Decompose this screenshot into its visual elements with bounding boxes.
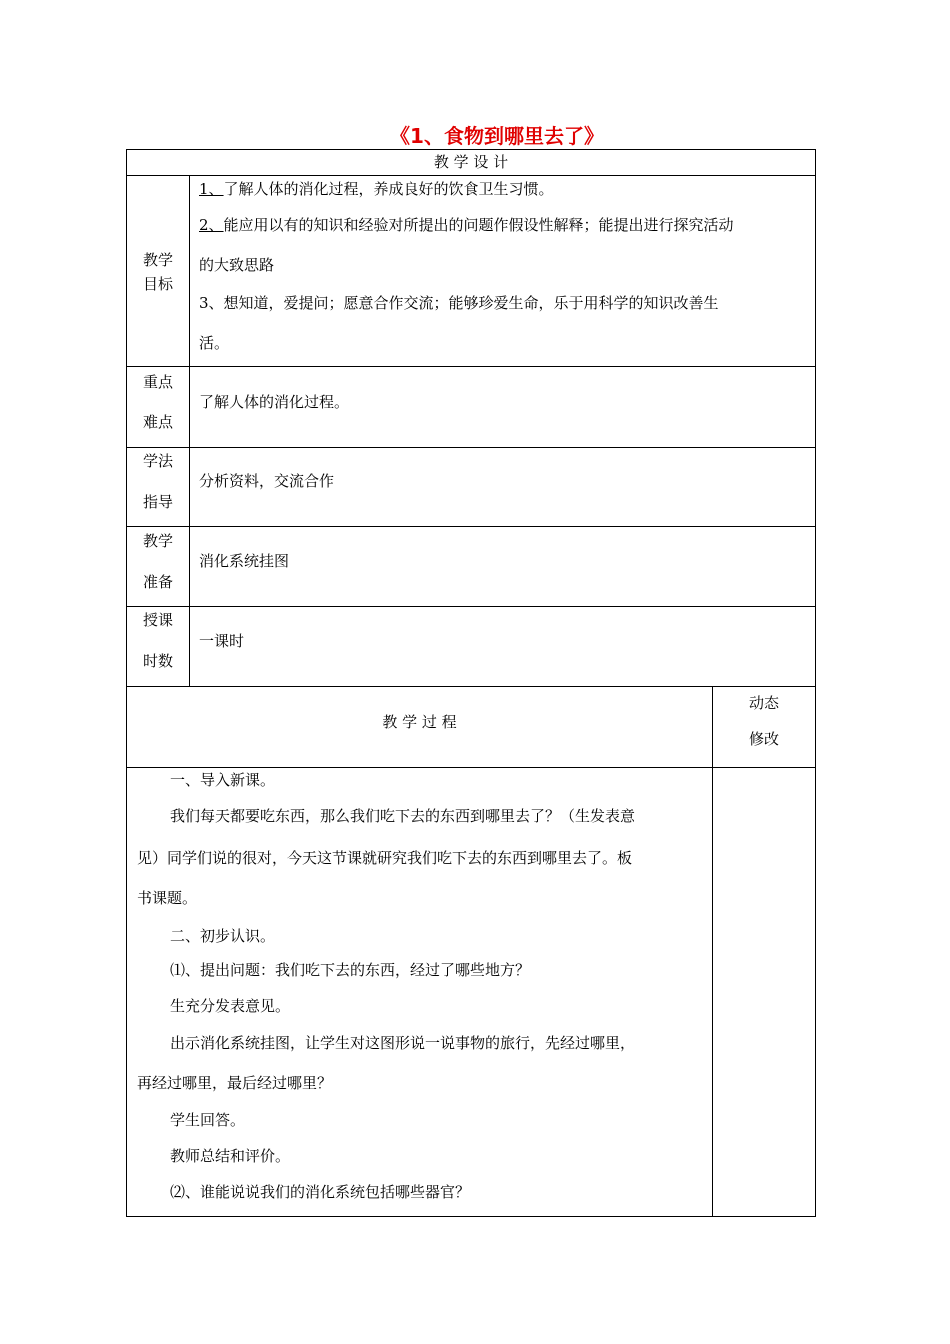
key-text: 了解人体的消化过程。	[199, 393, 350, 411]
process-line: 再经过哪里，最后经过哪里？	[137, 1074, 333, 1092]
process-line: 生充分发表意见。	[170, 997, 291, 1015]
process-line: ⑵、谁能说说我们的消化系统包括哪些器官？	[170, 1183, 471, 1201]
goal-2-cont: 的大致思路	[199, 256, 275, 274]
process-line: 学生回答。	[170, 1111, 246, 1129]
process-line: 一、导入新课。	[170, 771, 276, 789]
design-header: 教 学 设 计	[433, 153, 509, 171]
process-line: 出示消化系统挂图，让学生对这图形说一说事物的旅行，先经过哪里，	[170, 1034, 636, 1052]
process-line: 见）同学们说的很对，今天这节课就研究我们吃下去的东西到哪里去了。板	[137, 849, 633, 867]
process-line: 二、初步认识。	[170, 927, 276, 945]
process-line: 我们每天都要吃东西，那么我们吃下去的东西到哪里去了？（生发表意	[170, 807, 636, 825]
process-line: 书课题。	[137, 889, 198, 907]
goal-3-cont: 活。	[199, 334, 230, 352]
hours-text: 一课时	[199, 632, 245, 650]
document-title: 《1、食物到哪里去了》	[390, 124, 604, 148]
method-text: 分析资料，交流合作	[199, 472, 335, 490]
goal-3: 3、想知道，爱提问；愿意合作交流；能够珍爱生命，乐于用科学的知识改善生	[199, 294, 719, 312]
goal-1: 1、了解人体的消化过程，养成良好的饮食卫生习惯。	[199, 180, 554, 198]
process-line: ⑴、提出问题：我们吃下去的东西，经过了哪些地方？	[170, 961, 531, 979]
prep-text: 消化系统挂图	[199, 552, 290, 570]
goal-2: 2、能应用以有的知识和经验对所提出的问题作假设性解释；能提出进行探究活动	[199, 216, 734, 234]
process-header: 教 学 过 程	[382, 713, 457, 731]
process-line: 教师总结和评价。	[170, 1147, 291, 1165]
